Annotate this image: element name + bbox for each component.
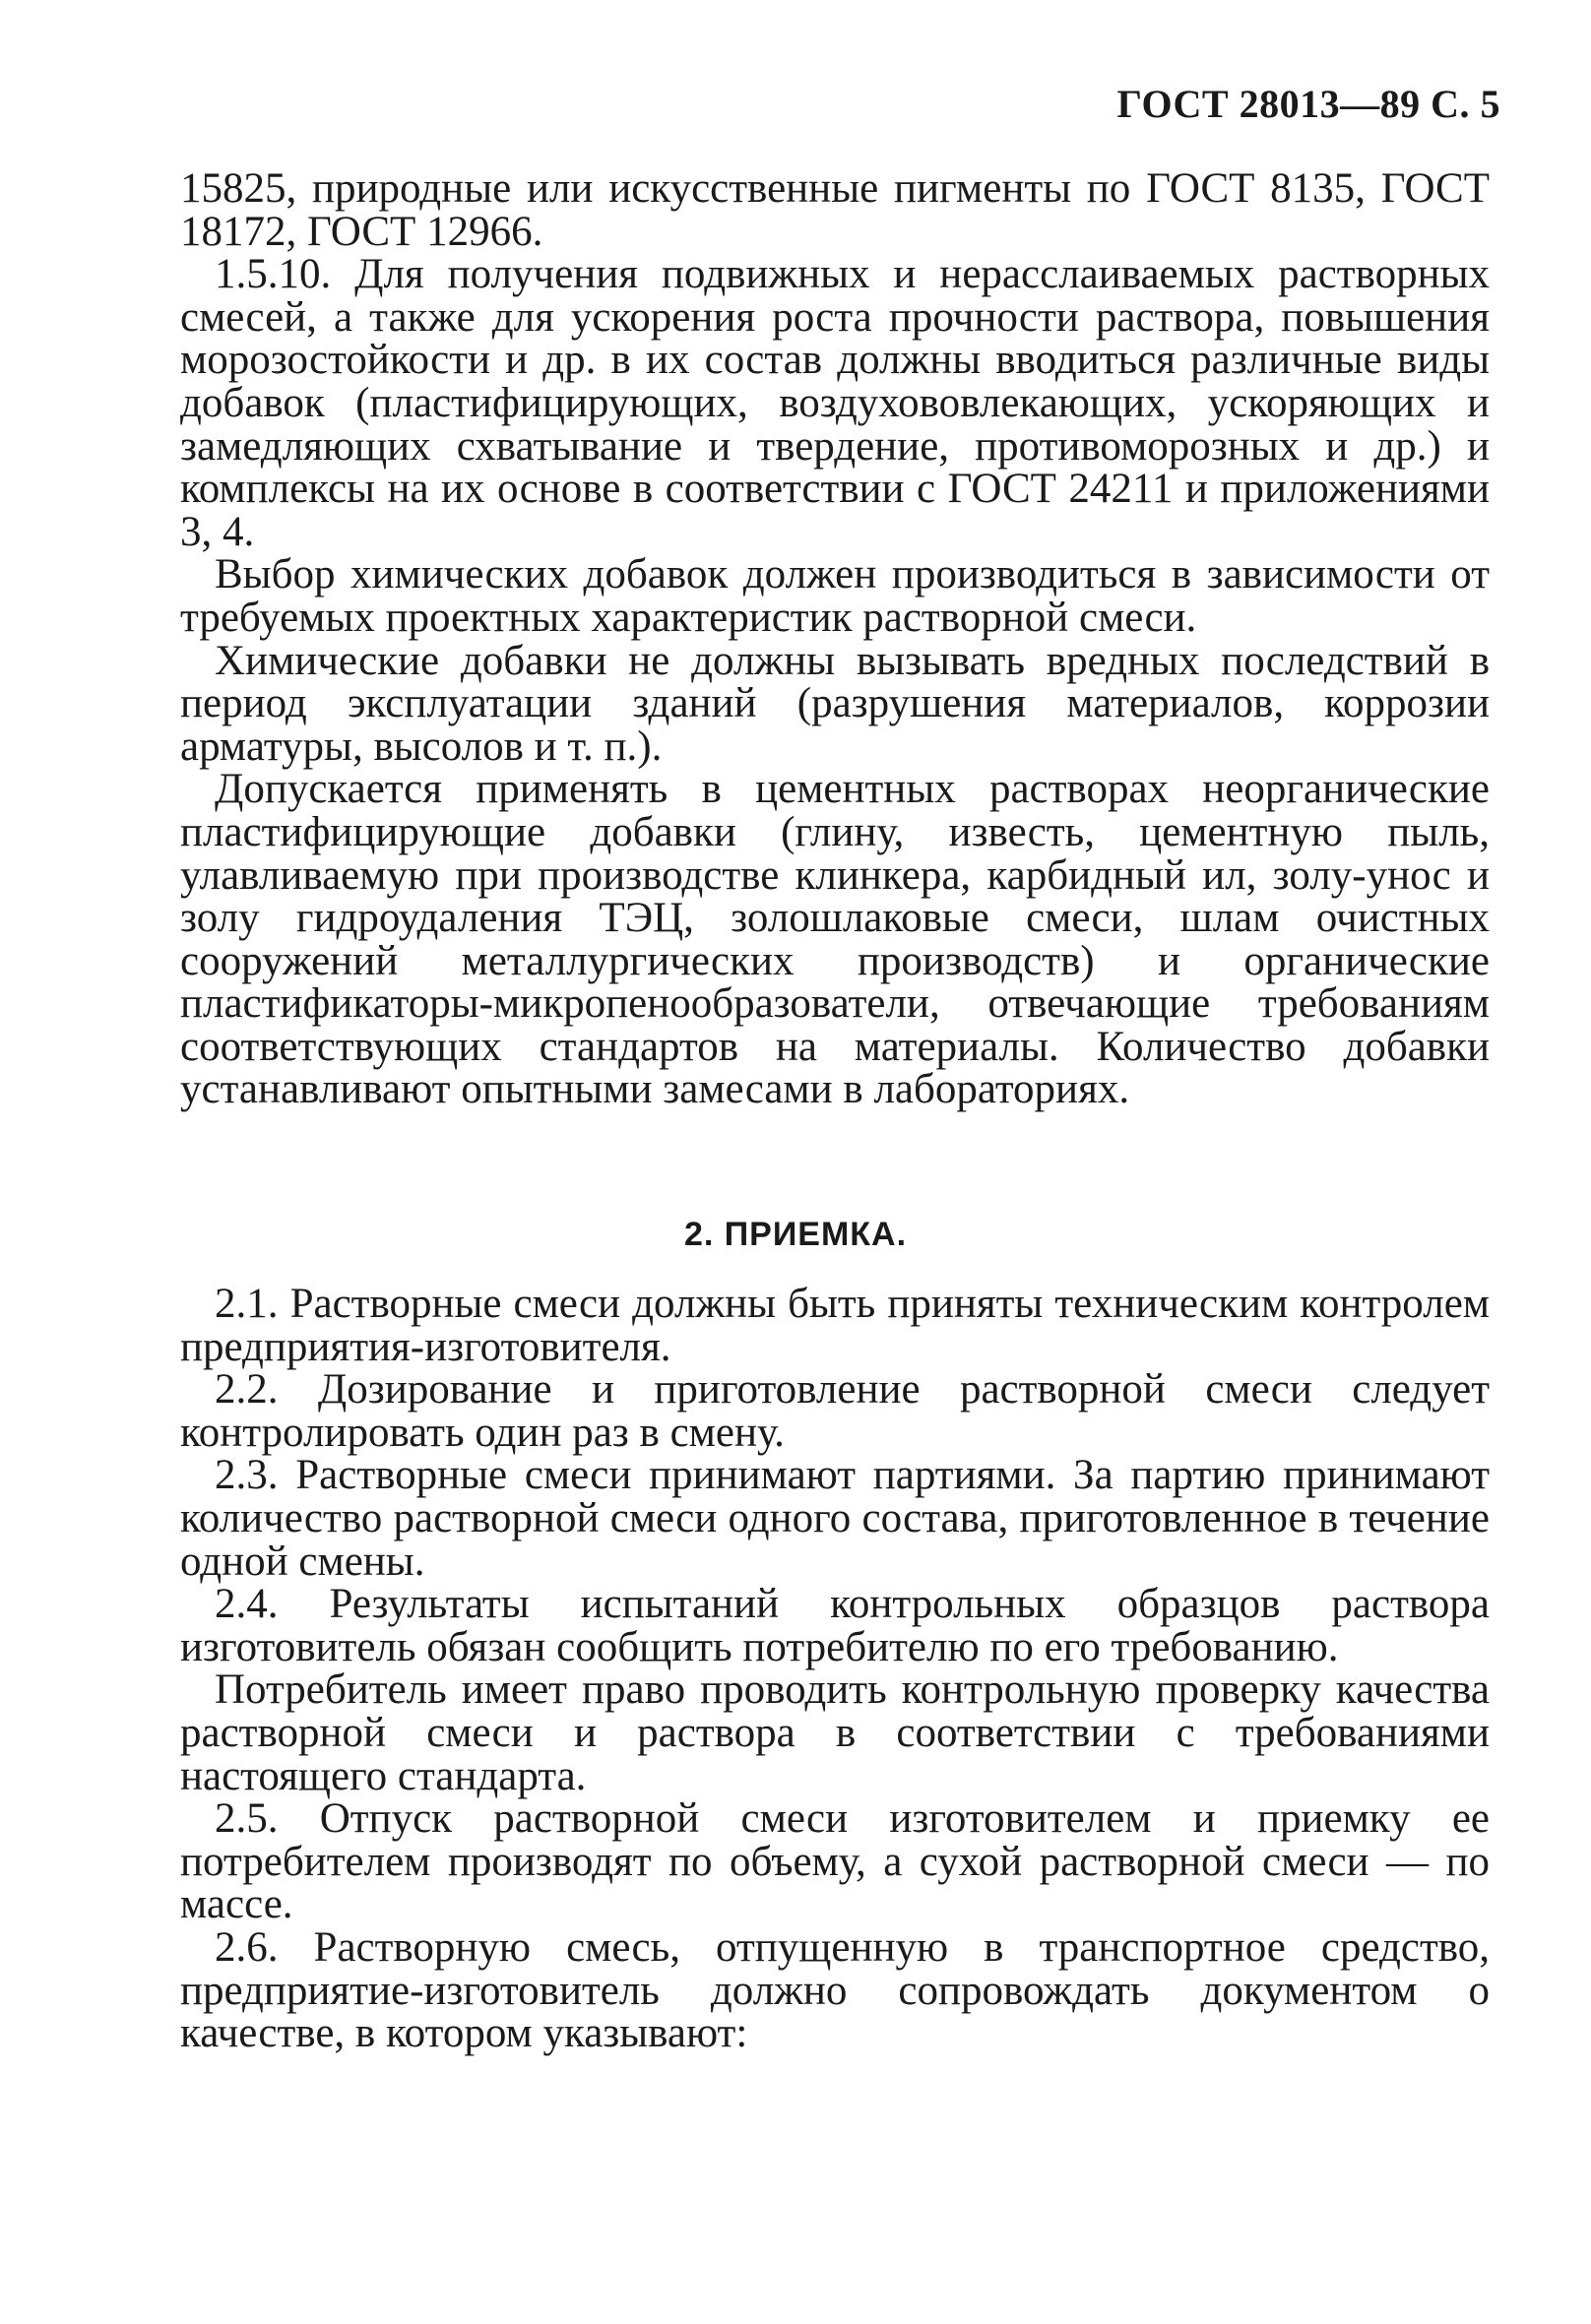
paragraph: Допускается применять в цементных растворах неорганические пластифицирующие добавки (глину, известь, цементную пыль, улавливаемую при производстве клинкера, карбидный ил, золу-унос и золу гидроудаления ТЭЦ, золошлаковые смеси, шлам очистных сооружений металлургических производств) и органические пластификаторы-микропенообразователи, отвечающие требованиям соответствующих стандартов на материалы. Количество добавки устанавливают опытными замесами в лабораториях. xyxy=(180,766,1490,1113)
paragraph: Потребитель имеет право проводить контрольную проверку качества растворной смеси и раствора в соответствии с требованиями настоящего стандарта. xyxy=(180,1666,1490,1799)
paragraph-2-5: 2.5. Отпуск растворной смеси изготовителем и приемку ее потребителем производят по объему, а сухой растворной смеси — по массе. xyxy=(180,1795,1490,1928)
paragraph-2-6: 2.6. Растворную смесь, отпущенную в транспортное средство, предприятие-изготовитель должно сопровождать документом о качестве, в котором указывают: xyxy=(180,1923,1490,2057)
paragraph-2-1: 2.1. Растворные смеси должны быть приняты техническим контролем предприятия-изготовителя. xyxy=(180,1281,1490,1370)
paragraph: Химические добавки не должны вызывать вредных последствий в период эксплуатации зданий (разрушения материалов, коррозии арматуры, высолов и т. п.). xyxy=(180,637,1490,770)
section-2-body xyxy=(180,1283,1490,2055)
paragraph-1-5-10: 1.5.10. Для получения подвижных и нерасслаиваемых растворных смесей, а также для ускорения роста прочности раствора, повышения морозостойкости и др. в их состав должны вводиться различные виды добавок (пластифицирующих, воздухововлекающих, ускоряющих и замедляющих схватывание и твердение, противоморозных и др.) и комплексы на их основе в соответствии с ГОСТ 24211 и приложениями 3, 4. xyxy=(180,251,1490,555)
paragraph: Выбор химических добавок должен производиться в зависимости от требуемых проектных характеристик растворной смеси. xyxy=(180,551,1490,641)
paragraph: 15825, природные или искусственные пигменты по ГОСТ 8135, ГОСТ 18172, ГОСТ 12966. xyxy=(180,165,1490,255)
section-1-continuation xyxy=(180,167,1490,1111)
paragraph-2-3: 2.3. Растворные смеси принимают партиями. За партию принимают количество растворной смеси одного состава, приготовленное в течение одной смены. xyxy=(180,1452,1490,1585)
paragraph-2-4: 2.4. Результаты испытаний контрольных образцов раствора изготовитель обязан сообщить потребителю по его требованию. xyxy=(180,1581,1490,1670)
page-header: ГОСТ 28013—89 С. 5 xyxy=(1116,82,1500,126)
section-title-acceptance: 2. ПРИЕМКА. xyxy=(683,1216,908,1253)
paragraph-2-2: 2.2. Дозирование и приготовление растворной смеси следует контролировать один раз в смену. xyxy=(180,1366,1490,1456)
